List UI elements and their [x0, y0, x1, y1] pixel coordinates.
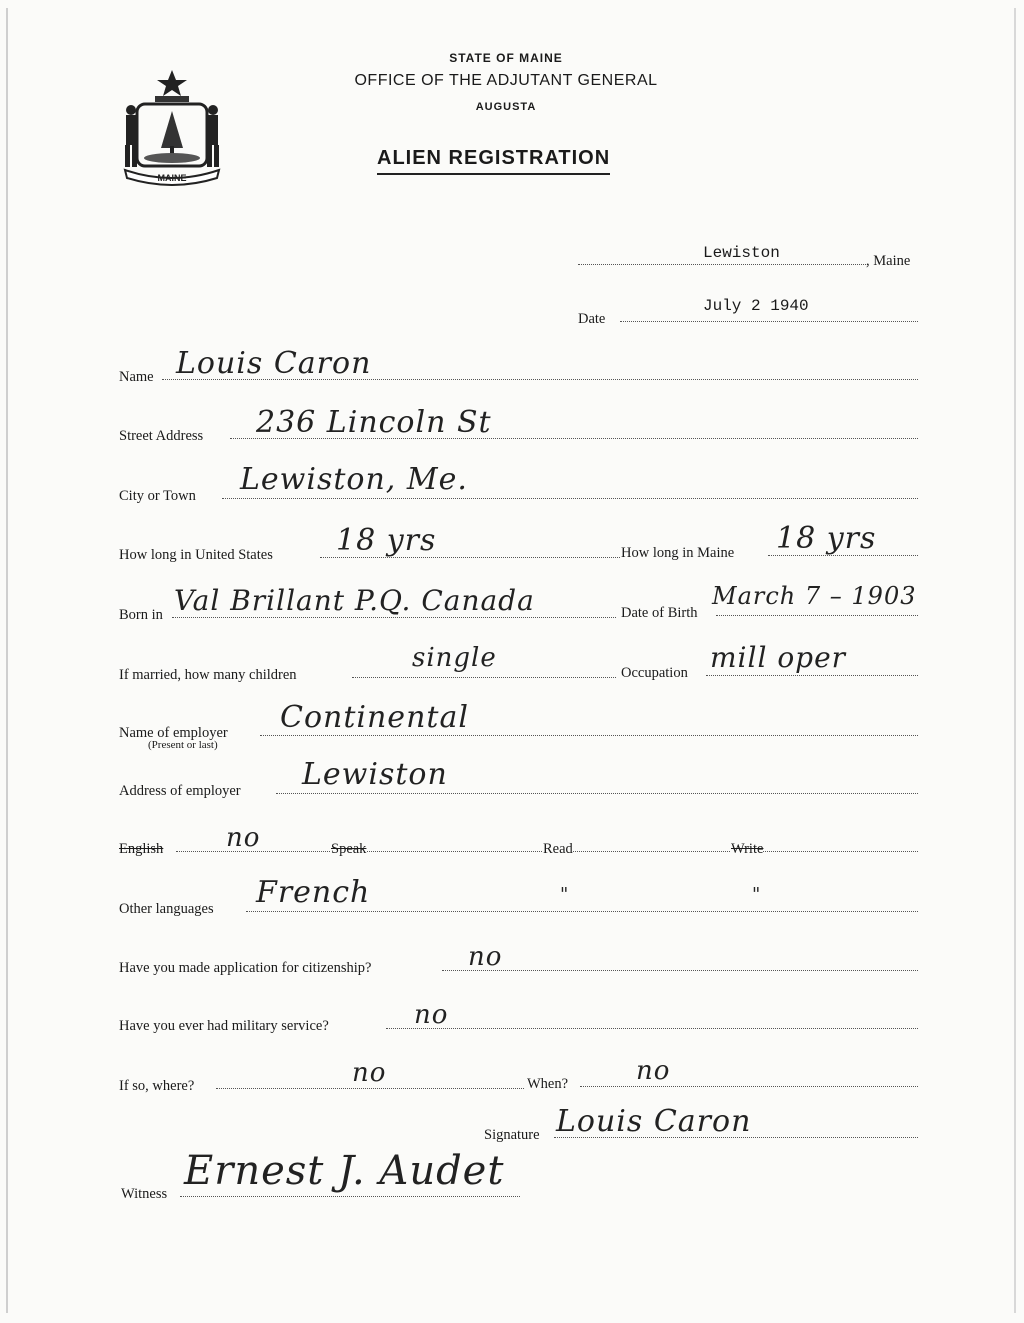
children-label: If married, how many children	[119, 667, 297, 683]
seal-text: MAINE	[157, 173, 187, 183]
city-heading: AUGUSTA	[475, 101, 537, 113]
how-long-us-value: 18 yrs	[336, 523, 437, 558]
english-write-label: Write	[731, 841, 764, 857]
where-label: If so, where?	[119, 1078, 195, 1094]
office-heading: OFFICE OF THE ADJUTANT GENERAL	[354, 72, 658, 89]
form-title: ALIEN REGISTRATION	[377, 147, 610, 175]
employer-address-value: Lewiston	[302, 757, 448, 792]
date-of-birth-label: Date of Birth	[621, 605, 698, 621]
occupation-line	[706, 675, 918, 676]
other-languages-value: French	[256, 875, 371, 910]
born-in-label: Born in	[119, 607, 163, 623]
citizenship-label: Have you made application for citizenship?	[119, 960, 372, 976]
city-value: Lewiston, Me.	[240, 462, 468, 497]
date-of-birth-line	[716, 615, 918, 616]
date-line	[620, 321, 918, 322]
witness-value: Ernest J. Audet	[184, 1148, 505, 1194]
page-border	[6, 8, 1016, 1313]
employer-address-label: Address of employer	[119, 783, 241, 799]
street-address-label: Street Address	[119, 428, 204, 444]
military-label: Have you ever had military service?	[119, 1018, 329, 1034]
other-languages-write-mark: "	[752, 884, 762, 905]
when-value: no	[636, 1056, 671, 1086]
signature-value: Louis Caron	[556, 1104, 752, 1139]
city-label: City or Town	[119, 488, 196, 504]
military-line	[386, 1028, 918, 1029]
where-line	[216, 1088, 524, 1089]
name-label: Name	[119, 369, 154, 385]
other-languages-read-mark: "	[560, 884, 570, 905]
place-suffix: , Maine	[866, 253, 911, 269]
how-long-maine-value: 18 yrs	[776, 521, 877, 556]
employer-name-value: Continental	[280, 700, 469, 735]
where-value: no	[352, 1058, 387, 1088]
occupation-label: Occupation	[621, 665, 688, 681]
name-value: Louis Caron	[176, 346, 372, 381]
place-line	[578, 264, 866, 265]
how-long-maine-label: How long in Maine	[621, 545, 735, 561]
city-line	[222, 498, 918, 499]
signature-label: Signature	[484, 1127, 540, 1143]
when-line	[580, 1086, 918, 1087]
employer-address-line	[276, 793, 918, 794]
place-value: Lewiston	[703, 244, 780, 262]
employer-name-line	[260, 735, 918, 736]
date-label: Date	[578, 311, 606, 327]
how-long-us-label: How long in United States	[119, 547, 273, 563]
other-languages-line	[246, 911, 918, 912]
employer-name-sublabel: (Present or last)	[148, 739, 218, 751]
street-address-value: 236 Lincoln St	[256, 405, 492, 440]
citizenship-line	[442, 970, 918, 971]
when-label: When?	[527, 1076, 569, 1092]
children-value: single	[412, 643, 497, 673]
born-in-value: Val Brillant P.Q. Canada	[174, 584, 535, 617]
military-value: no	[414, 1000, 449, 1030]
employer-name-label: Name of employer	[119, 725, 228, 741]
english-value: no	[226, 823, 261, 853]
date-value: July 2 1940	[703, 297, 809, 315]
state-heading: STATE OF MAINE	[449, 51, 563, 65]
occupation-value: mill oper	[710, 641, 847, 674]
english-label: English	[119, 841, 164, 857]
citizenship-value: no	[468, 942, 503, 972]
english-speak-label: Speak	[331, 841, 367, 857]
children-line	[352, 677, 616, 678]
other-languages-label: Other languages	[119, 901, 214, 917]
english-read-label: Read	[543, 841, 573, 857]
date-of-birth-value: March 7 – 1903	[712, 582, 917, 610]
witness-label: Witness	[121, 1186, 168, 1202]
born-in-line	[172, 617, 616, 618]
witness-line	[180, 1196, 520, 1197]
